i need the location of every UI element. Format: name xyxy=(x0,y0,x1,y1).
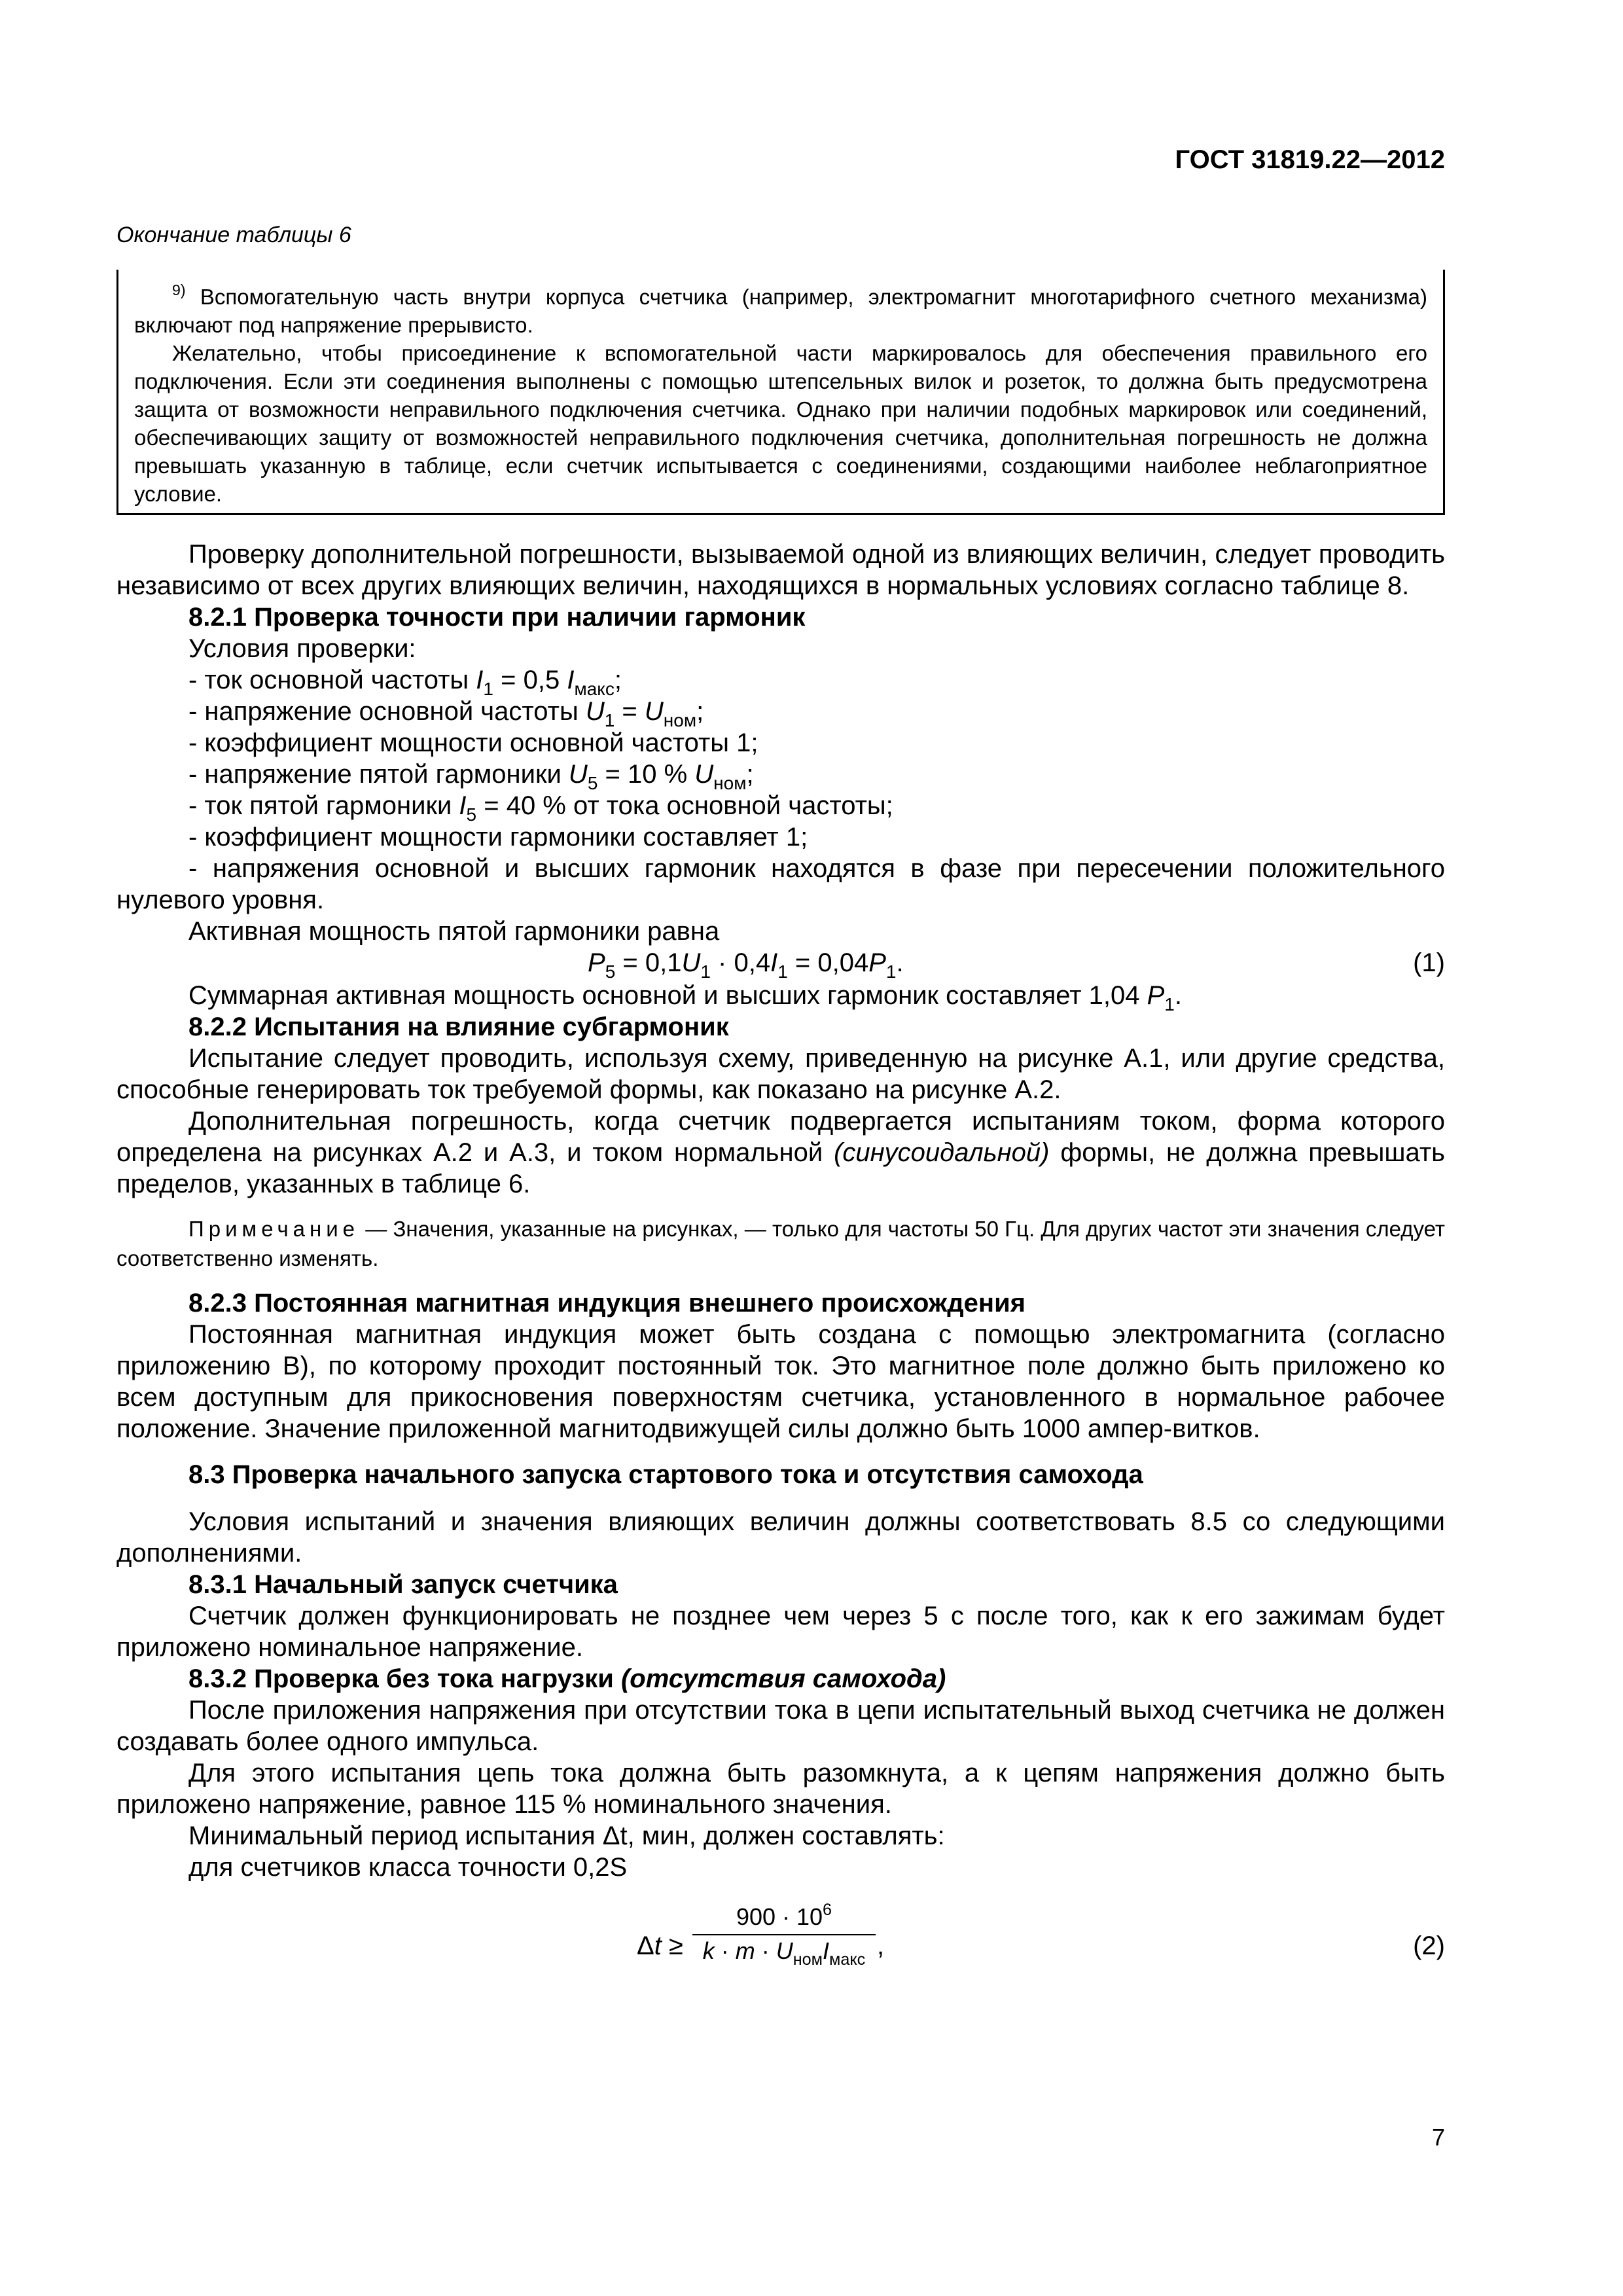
formula-2-fraction xyxy=(692,1900,876,1969)
formula-1-expression: $P_5 = 0,1U_1 \cdot 0,4I_1 = 0,04P_1$. xyxy=(588,948,904,982)
condition-item: - напряжение пятой гармоники $U_5 = 10$ % $U_{ном}$; xyxy=(188,760,754,793)
condition-item: - коэффициент мощности гармоники составляет 1; xyxy=(188,823,808,852)
formula-1 xyxy=(116,947,1445,980)
section-8-2-2-heading: 8.2.2 Испытания на влияние субгармоник xyxy=(188,1013,729,1041)
footnote-paragraph-1: $^{9)}$ Вспомогательную часть внутри корпуса счетчика (например, электромагнит многотарифного счетного механизма) включают под напряжение прерывисто. xyxy=(134,281,1427,337)
conditions-label: Условия проверки: xyxy=(188,634,416,663)
section-8-2-3-paragraph: Постоянная магнитная индукция может быть создана с помощью электромагнита (согласно приложению В), по которому проходит постоянный ток. Это магнитное поле должно быть приложено ко всем доступным для прикосновения поверхностям счетчика, установленного в нормальное рабочее положение. Значение приложенной магнитодвижущей силы должно быть 1000 ампер-витков. xyxy=(116,1320,1445,1443)
footnote-marker: 9) xyxy=(172,281,186,299)
condition-item: - напряжение основной частоты $U_1 = U_{ном}$; xyxy=(188,697,704,730)
section-8-3-heading: 8.3 Проверка начального запуска стартового тока и отсутствия самохода xyxy=(188,1460,1143,1489)
footnote-paragraph-2: Желательно, чтобы присоединение к вспомогательной части маркировалось для обеспечения правильного его подключения. Если эти соединения выполнены с помощью штепсельных вилок и розеток, то должна быть предусмотрена защита от возможности неправильного подключения счетчика. Однако при наличии подобных маркировок или соединений, обеспечивающих защиту от возможностей неправильного подключения счетчика, дополнительная погрешность не должна превышать указанную в таблице, если счетчик испытывается с соединениями, создающими наиболее неблагоприятное условие. xyxy=(134,341,1427,506)
section-8-2-2-paragraph-2: Дополнительная погрешность, когда счетчик подвергается испытаниям током, форма которого определена на рисунках А.2 и А.3, и током нормальной (синусоидальной) формы, не должна превышать пределов, указанных в таблице 6. xyxy=(116,1107,1445,1198)
page-number: 7 xyxy=(1431,2124,1445,2151)
condition-item: - ток пятой гармоники $I_5 = 40$ % от тока основной частоты; xyxy=(188,791,893,825)
section-8-3-2-paragraph-4: для счетчиков класса точности 0,2S xyxy=(188,1853,628,1882)
total-power-paragraph: Суммарная активная мощность основной и высших гармоник составляет 1,04 $P_1$. xyxy=(188,981,1182,1014)
main-body xyxy=(116,539,1445,1991)
table-continuation-caption: Окончание таблицы 6 xyxy=(116,223,351,247)
formula-1-number: (1) xyxy=(1413,948,1445,977)
condition-item: - напряжения основной и высших гармоник находятся в фазе при пересечении положительного нулевого уровня. xyxy=(116,854,1445,914)
section-8-3-2-paragraph-2: Для этого испытания цепь тока должна быть разомкнута, а к цепям напряжения должно быть приложено напряжение, равное 115 % номинального значения. xyxy=(116,1759,1445,1819)
section-8-3-2-heading: 8.3.2 Проверка без тока нагрузки (отсутствия самохода) xyxy=(188,1664,946,1693)
section-8-2-1-heading: 8.2.1 Проверка точности при наличии гармоник xyxy=(188,603,806,632)
section-8-2-2-paragraph-1: Испытание следует проводить, используя схему, приведенную на рисунке А.1, или другие средства, способные генерировать ток требуемой формы, как показано на рисунке А.2. xyxy=(116,1044,1445,1104)
formula-2-lhs: Δt ≥ xyxy=(637,1931,683,1960)
section-8-3-paragraph: Условия испытаний и значения влияющих величин должны соответствовать 8.5 со следующими дополнениями. xyxy=(116,1507,1445,1568)
condition-item: - ток основной частоты $I_1 = 0,5$ $I_{макс}$; xyxy=(188,666,622,699)
formula-2-denominator: $k \cdot m \cdot U_{ном}I_{макс}$ xyxy=(702,1937,866,1969)
condition-item: - коэффициент мощности основной частоты 1; xyxy=(188,728,758,757)
document-header-code: ГОСТ 31819.22—2012 xyxy=(1175,145,1445,174)
section-8-3-2-paragraph-1: После приложения напряжения при отсутствии тока в цепи испытательный выход счетчика не должен создавать более одного импульса. xyxy=(116,1696,1445,1756)
section-8-3-1-paragraph: Счетчик должен функционировать не позднее чем через 5 с после того, как к его зажимам будет приложено номинальное напряжение. xyxy=(116,1602,1445,1662)
section-8-2-3-heading: 8.2.3 Постоянная магнитная индукция внешнего происхождения xyxy=(188,1289,1026,1318)
note-label: Примечание xyxy=(188,1217,360,1241)
intro-paragraph: Проверку дополнительной погрешности, вызываемой одной из влияющих величин, следует проводить независимо от всех других влияющих величин, находящихся в нормальных условиях согласно таблице 8. xyxy=(116,540,1445,600)
section-8-3-2-paragraph-3: Минимальный период испытания Δt, мин, должен составлять: xyxy=(188,1821,945,1850)
section-8-2-2-note: Примечание — Значения, указанные на рисунках, — только для частоты 50 Гц. Для других частот эти значения следует соответственно изменять. xyxy=(116,1217,1445,1270)
active-power-label: Активная мощность пятой гармоники равна xyxy=(188,917,720,946)
section-8-3-1-heading: 8.3.1 Начальный запуск счетчика xyxy=(188,1570,618,1599)
formula-2-numerator: $900 \cdot 10^6$ xyxy=(692,1903,876,1935)
table-footnote-box xyxy=(116,270,1445,515)
formula-2: Δt ≥ $900 \cdot 10^6$ $k \cdot m \cdot U_{ном}I_{макс}$ , (2) xyxy=(637,1900,1445,1969)
formula-2-number: (2) xyxy=(1413,1931,1445,1960)
